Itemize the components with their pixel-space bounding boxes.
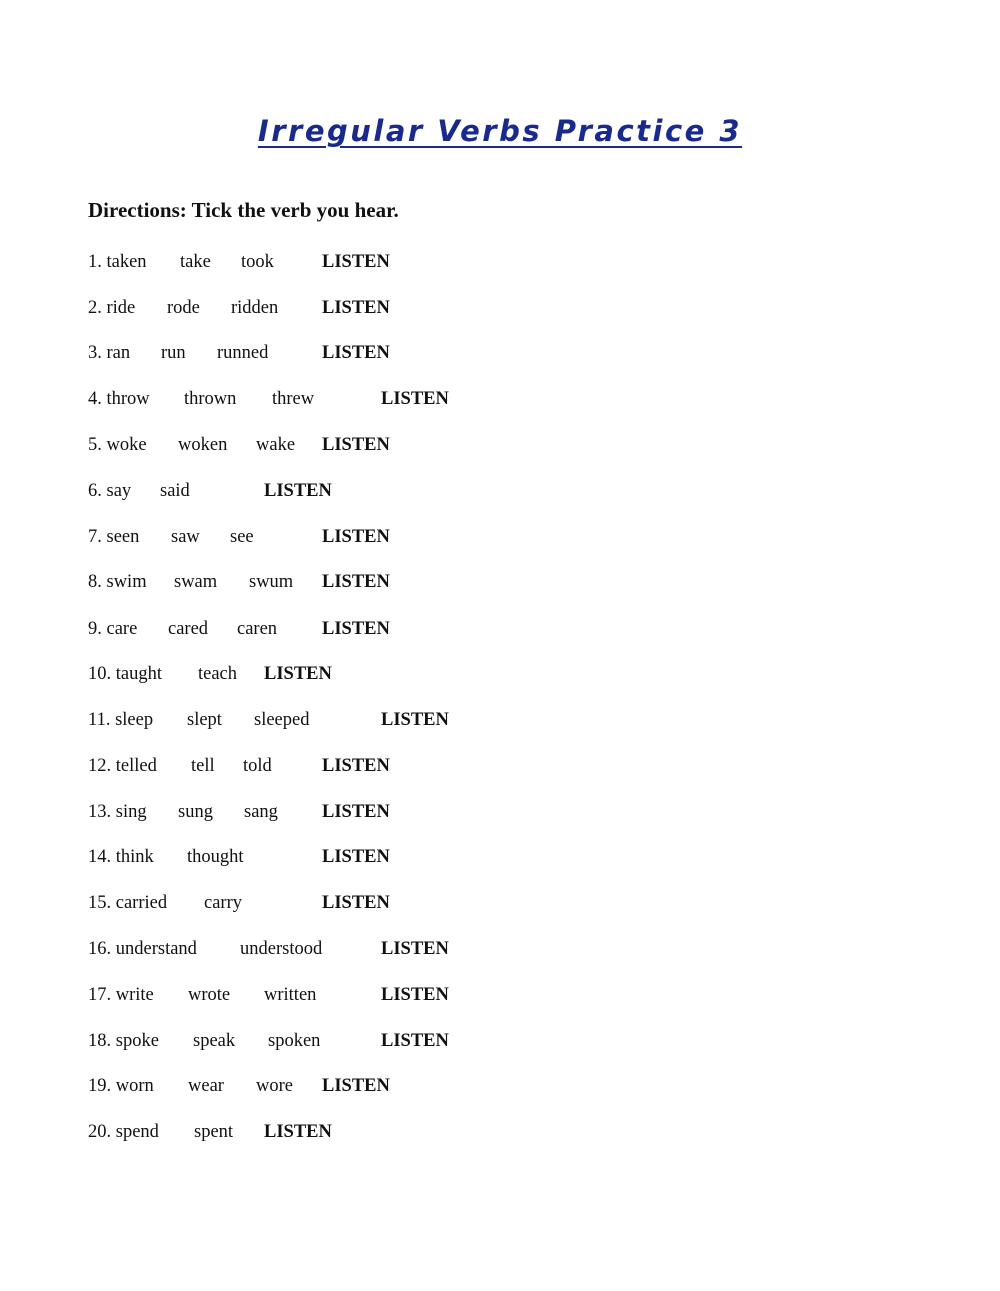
item-number: 17. [88,985,112,1005]
item-number: 10. [88,664,112,684]
verb-option-group [88,343,130,364]
listen-button[interactable]: LISTEN [381,710,449,730]
verb-option[interactable]: sang [244,802,278,822]
listen-button[interactable]: LISTEN [381,939,449,959]
item-number: 16. [88,939,112,959]
listen-button[interactable]: LISTEN [264,481,332,501]
verb-option[interactable]: thought [187,847,244,867]
verb-option[interactable]: said [160,481,190,501]
verb-option[interactable]: ridden [231,298,279,318]
verb-option[interactable]: think [115,847,154,867]
item-number: 3. [88,343,102,363]
verb-option[interactable]: spoken [268,1031,321,1051]
verb-option[interactable]: rode [167,298,200,318]
verb-option[interactable]: take [180,252,211,272]
item-number: 4. [88,389,102,409]
verb-option[interactable]: telled [115,756,157,776]
verb-option-group [88,1076,154,1097]
verb-option[interactable]: seen [106,527,140,547]
item-number: 20. [88,1122,112,1142]
verb-option[interactable]: saw [171,527,200,547]
verb-option[interactable]: run [161,343,186,363]
verb-option[interactable]: swim [106,572,147,592]
verb-option[interactable]: wake [256,435,296,455]
listen-button[interactable]: LISTEN [322,619,390,639]
item-number: 19. [88,1076,112,1096]
verb-option[interactable]: spend [115,1122,159,1142]
verb-option-group [88,664,162,685]
verb-option[interactable]: wear [188,1076,224,1096]
directions-text: Directions: Tick the verb you hear. [88,198,399,222]
page-title: Irregular Verbs Practice 3 [257,114,743,148]
listen-button[interactable]: LISTEN [381,985,449,1005]
item-number: 14. [88,847,112,867]
verb-option-group [88,298,135,319]
verb-option-group [88,847,154,868]
item-number: 9. [88,619,102,639]
listen-button[interactable]: LISTEN [322,847,390,867]
verb-option-group [88,435,147,456]
verb-option-group [88,802,147,823]
verb-option-group [88,252,147,273]
listen-button[interactable]: LISTEN [322,1076,390,1096]
listen-button[interactable]: LISTEN [264,1122,332,1142]
listen-button[interactable]: LISTEN [264,664,332,684]
verb-option[interactable]: understand [115,939,197,959]
item-number: 15. [88,893,112,913]
verb-option[interactable]: cared [168,619,209,639]
item-number: 12. [88,756,112,776]
item-number: 8. [88,572,102,592]
verb-option[interactable]: slept [187,710,222,730]
verb-option[interactable]: sleeped [254,710,310,730]
listen-button[interactable]: LISTEN [322,435,390,455]
verb-option[interactable]: sing [115,802,147,822]
listen-button[interactable]: LISTEN [381,389,449,409]
item-number: 1. [88,252,102,272]
verb-option[interactable]: thrown [184,389,237,409]
verb-option[interactable]: carry [204,893,242,913]
verb-option[interactable]: sung [178,802,213,822]
verb-option-group [88,389,150,410]
verb-option-group [88,893,167,914]
listen-button[interactable]: LISTEN [322,893,390,913]
item-number: 13. [88,802,112,822]
verb-option[interactable]: woke [106,435,147,455]
verb-option[interactable]: understood [240,939,323,959]
verb-option[interactable]: swum [249,572,294,592]
verb-option[interactable]: taught [115,664,162,684]
verb-option[interactable]: throw [106,389,150,409]
item-number: 6. [88,481,102,501]
verb-option[interactable]: teach [198,664,238,684]
verb-option[interactable]: care [106,619,138,639]
verb-option[interactable]: sleep [115,710,154,730]
verb-option[interactable]: swam [174,572,218,592]
verb-option[interactable]: caren [237,619,278,639]
listen-button[interactable]: LISTEN [322,298,390,318]
verb-option[interactable]: see [230,527,254,547]
verb-option[interactable]: runned [217,343,269,363]
item-number: 2. [88,298,102,318]
verb-option-group [88,939,197,960]
item-number: 5. [88,435,102,455]
listen-button[interactable]: LISTEN [381,1031,449,1051]
verb-option[interactable]: carried [115,893,168,913]
verb-option-group [88,527,139,548]
verb-option[interactable]: speak [193,1031,236,1051]
item-number: 18. [88,1031,112,1051]
verb-option-group [88,481,131,502]
verb-option-group [88,1031,159,1052]
listen-button[interactable]: LISTEN [322,252,390,272]
listen-button[interactable]: LISTEN [322,756,390,776]
verb-option-group [88,572,147,593]
verb-option[interactable]: told [243,756,272,776]
verb-option[interactable]: threw [272,389,315,409]
listen-button[interactable]: LISTEN [322,527,390,547]
verb-option[interactable]: ride [106,298,136,318]
verb-option[interactable]: say [106,481,132,501]
verb-option-group [88,756,157,777]
item-number: 11. [88,710,111,730]
listen-button[interactable]: LISTEN [322,343,390,363]
verb-option-group [88,710,153,731]
verb-option[interactable]: write [115,985,154,1005]
verb-option[interactable]: ran [106,343,131,363]
verb-option-group [88,985,154,1006]
verb-option[interactable]: spoke [115,1031,159,1051]
verb-option[interactable]: wore [256,1076,293,1096]
verb-option-group [88,619,137,640]
verb-option[interactable]: written [264,985,317,1005]
verb-option[interactable]: tell [191,756,215,776]
verb-option[interactable]: spent [194,1122,234,1142]
listen-button[interactable]: LISTEN [322,802,390,822]
verb-option[interactable]: taken [106,252,147,272]
verb-option-group [88,1122,159,1143]
verb-option[interactable]: wrote [188,985,231,1005]
listen-button[interactable]: LISTEN [322,572,390,592]
verb-option[interactable]: worn [115,1076,154,1096]
verb-option[interactable]: woken [178,435,228,455]
verb-option[interactable]: took [241,252,274,272]
item-number: 7. [88,527,102,547]
